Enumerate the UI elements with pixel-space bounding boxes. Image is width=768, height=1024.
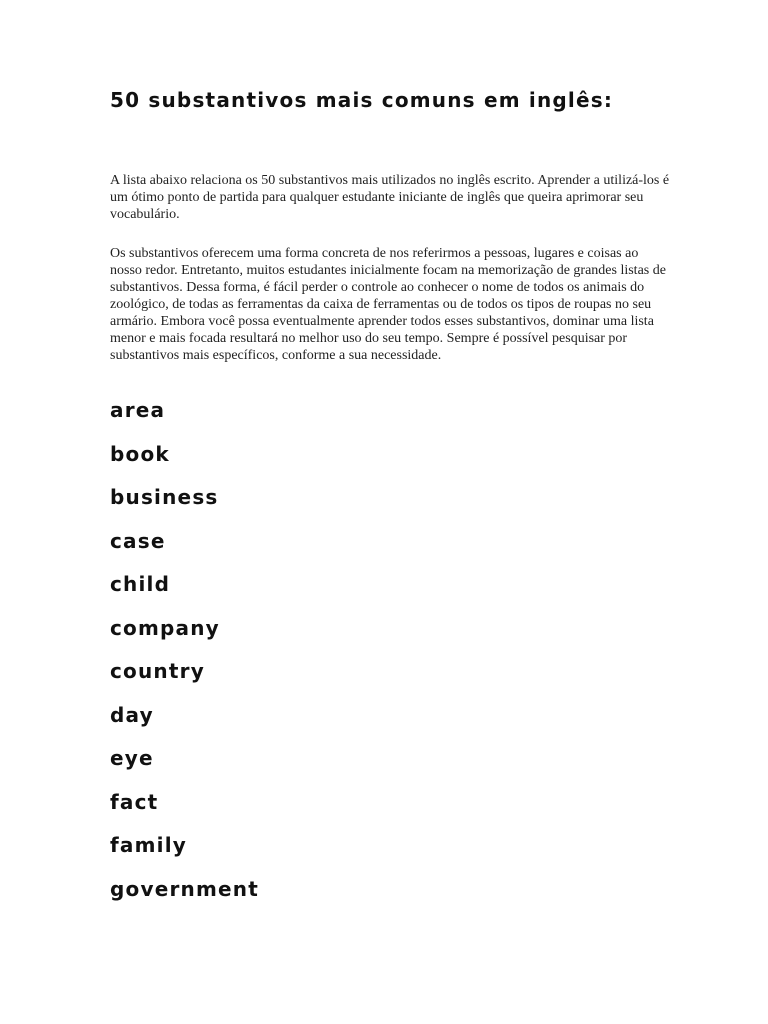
list-item: fact <box>110 789 159 814</box>
list-item: area <box>110 398 166 422</box>
list-item: day <box>110 702 154 727</box>
noun-list <box>110 396 259 918</box>
list-item: family <box>110 833 187 857</box>
explanation-paragraph: Os substantivos oferecem uma forma concreta de nos referirmos a pessoas, lugares e coisas ao nosso redor. Entretanto, muitos estudantes inicialmente focam na memorização de grandes listas de substantivos. Dessa forma, é fácil perder o controle ao conhecer o nome de todos os animais do zoológico, de todas as ferramentas da caixa de ferramentas ou de todos os tipos de roupas no seu armário. Embora você possa eventualmente aprender todos esses substantivos, dominar uma lista menor e mais focada resultará no melhor uso do seu tempo. Sempre é possível pesquisar por substantivos mais específicos, conforme a sua necessidade. <box>110 246 666 363</box>
page-title: 50 substantivos mais comuns em inglês: <box>110 88 614 112</box>
list-item: case <box>110 528 166 553</box>
list-item: country <box>110 659 205 683</box>
list-item: eye <box>110 746 154 770</box>
list-item: business <box>110 485 219 509</box>
list-item: company <box>110 615 220 640</box>
list-item: child <box>110 572 171 596</box>
intro-paragraph: A lista abaixo relaciona os 50 substantivos mais utilizados no inglês escrito. Aprender a utilizá-los é um ótimo ponto de partida para qualquer estudante iniciante de inglês que queira aprimorar seu vocabulário. <box>110 173 670 222</box>
list-item: government <box>110 876 259 901</box>
list-item: book <box>110 441 170 466</box>
